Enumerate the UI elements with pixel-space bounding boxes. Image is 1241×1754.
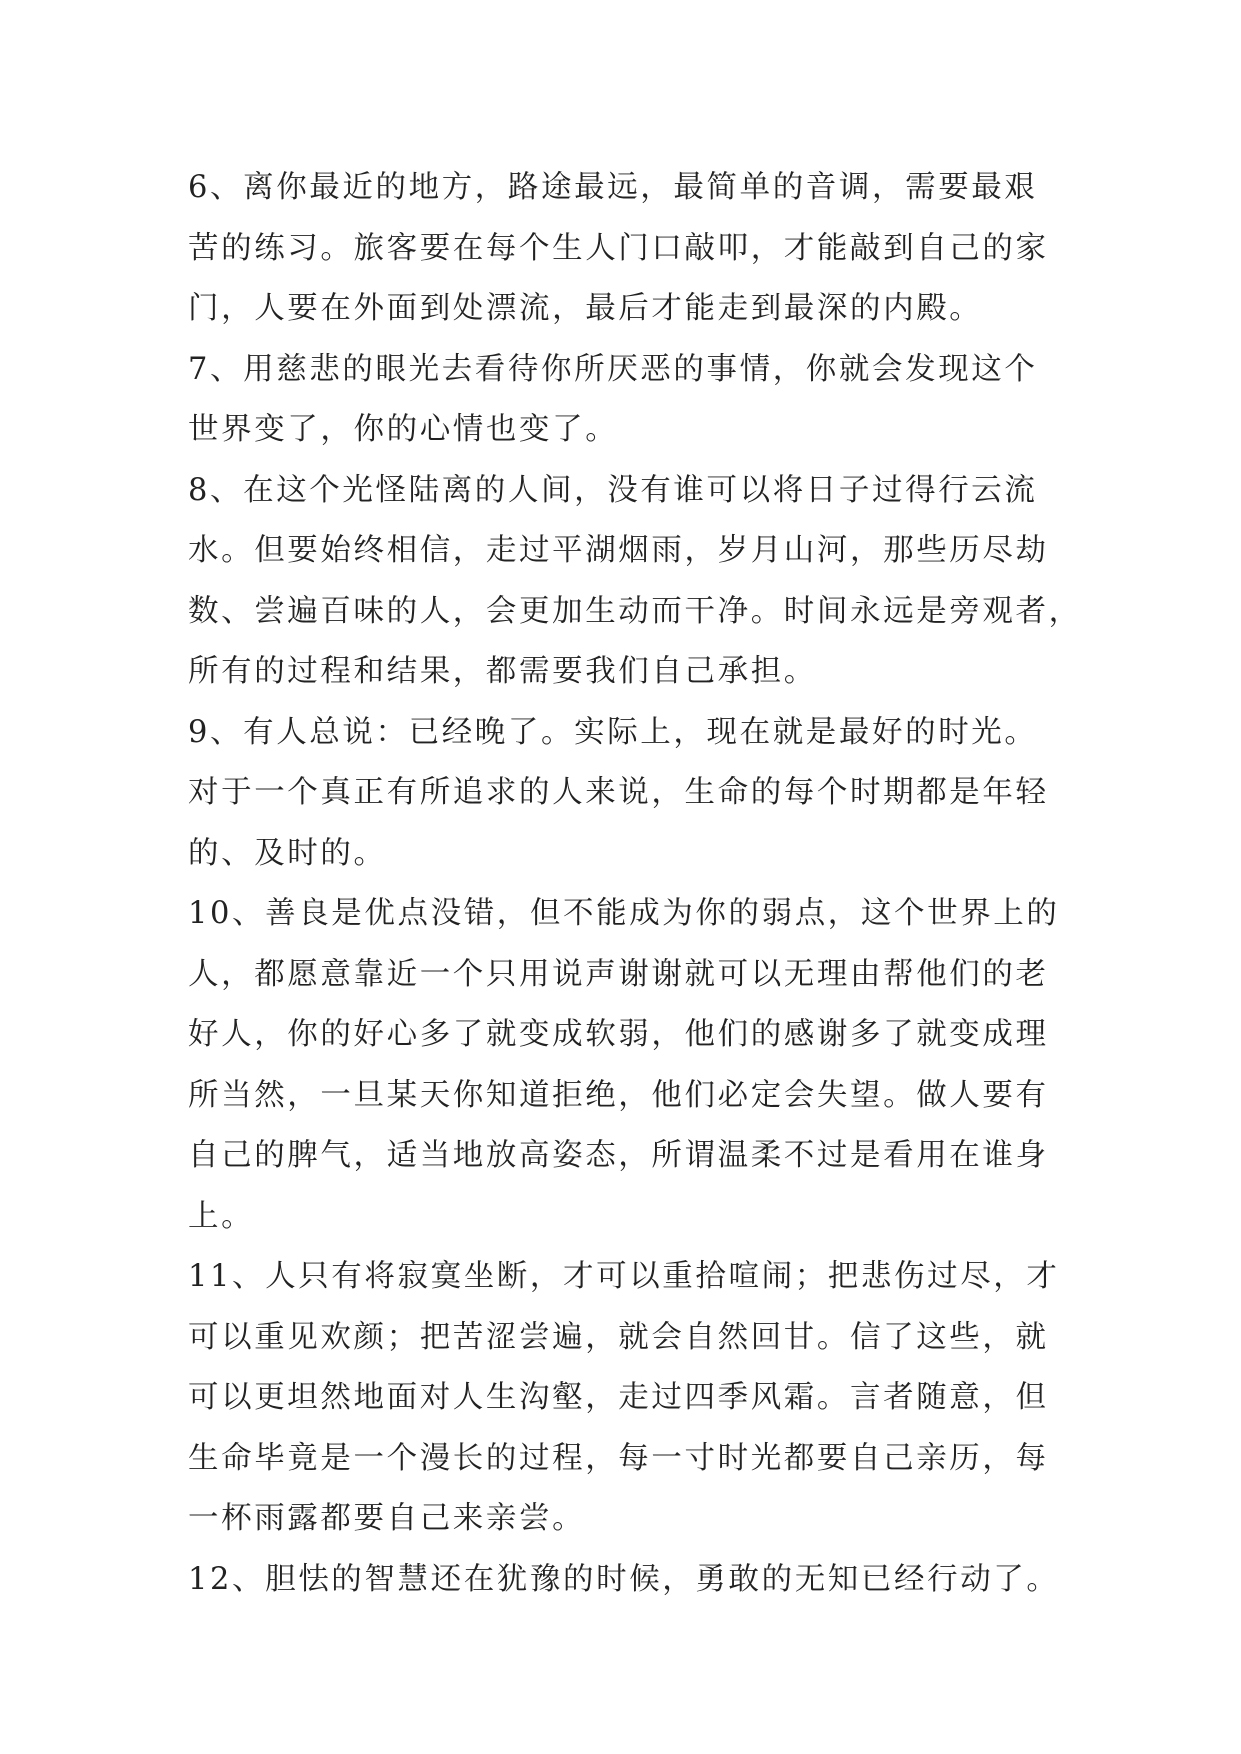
- text-line: 可以更坦然地面对人生沟壑，走过四季风霜。言者随意，但: [188, 1380, 1049, 1415]
- text-line: 12、胆怯的智慧还在犹豫的时候，勇敢的无知已经行动了。: [188, 1561, 1060, 1597]
- text-line: 所当然，一旦某天你知道拒绝，他们必定会失望。做人要有: [188, 1077, 1049, 1113]
- text-line: 的、及时的。: [188, 835, 387, 871]
- text-line: 自己的脾气，适当地放高姿态，所谓温柔不过是看用在谁身: [188, 1138, 1049, 1173]
- text-line: 可以重见欢颜；把苦涩尝遍，就会自然回甘。信了这些，就: [188, 1319, 1049, 1355]
- text-line: 人，都愿意靠近一个只用说声谢谢就可以无理由帮他们的老: [188, 956, 1049, 992]
- text-line: 世界变了，你的心情也变了。: [188, 412, 619, 447]
- text-line: 上。: [188, 1198, 255, 1234]
- text-line: 门，人要在外面到处漂流，最后才能走到最深的内殿。: [188, 291, 983, 326]
- text-line: 7、用慈悲的眼光去看待你所厌恶的事情，你就会发现这个: [188, 351, 1038, 387]
- text-line: 好人，你的好心多了就变成软弱，他们的感谢多了就变成理: [188, 1017, 1049, 1052]
- quote-paragraph-7: [188, 340, 1088, 461]
- text-line: 数、尝遍百味的人，会更加生动而干净。时间永远是旁观者，: [188, 593, 1082, 629]
- quote-paragraph-11: [188, 1247, 1088, 1550]
- text-line: 8、在这个光怪陆离的人间，没有谁可以将日子过得行云流: [188, 472, 1038, 508]
- quote-paragraph-9: [188, 703, 1088, 885]
- text-line: 6、离你最近的地方，路途最远，最简单的音调，需要最艰: [188, 170, 1038, 205]
- quote-paragraph-10: [188, 884, 1088, 1247]
- text-line: 苦的练习。旅客要在每个生人门口敲叩，才能敲到自己的家: [188, 230, 1049, 266]
- text-line: 对于一个真正有所追求的人来说，生命的每个时期都是年轻: [188, 775, 1049, 810]
- text-line: 10、善良是优点没错，但不能成为你的弱点，这个世界上的: [188, 896, 1060, 931]
- quote-paragraph-12: [188, 1550, 1088, 1611]
- text-line: 一杯雨露都要自己来亲尝。: [188, 1501, 586, 1536]
- quote-paragraph-8: [188, 461, 1088, 703]
- document-body: [188, 158, 1088, 1610]
- quote-paragraph-6: [188, 158, 1088, 340]
- text-line: 所有的过程和结果，都需要我们自己承担。: [188, 654, 817, 689]
- text-line: 水。但要始终相信，走过平湖烟雨，岁月山河，那些历尽劫: [188, 533, 1049, 568]
- text-line: 9、有人总说：已经晚了。实际上，现在就是最好的时光。: [188, 714, 1038, 750]
- text-line: 生命毕竟是一个漫长的过程，每一寸时光都要自己亲历，每: [188, 1440, 1049, 1476]
- text-line: 11、人只有将寂寞坐断，才可以重拾喧闹；把悲伤过尽，才: [188, 1259, 1060, 1294]
